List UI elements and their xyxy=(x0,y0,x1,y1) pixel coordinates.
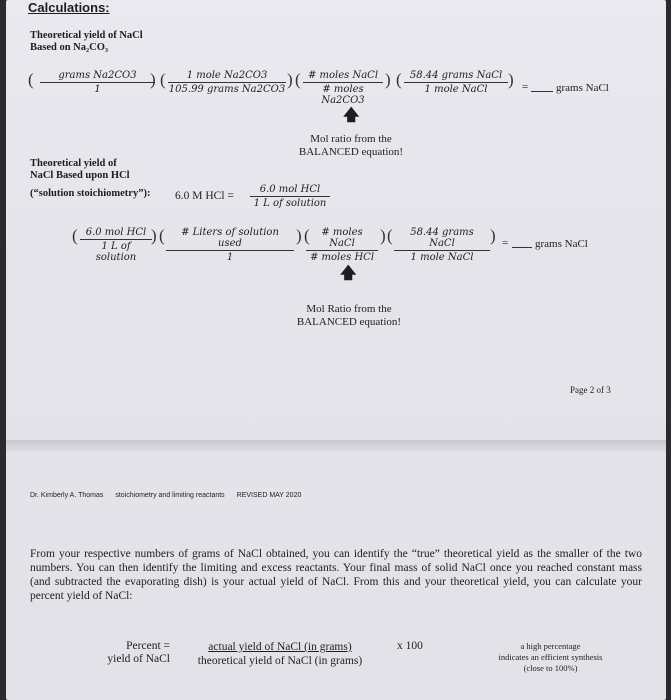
fraction-numerator: 58.44 grams NaCl xyxy=(404,70,508,83)
note-line1: a high percentage xyxy=(520,641,581,651)
fraction-numerator: actual yield of NaCl (in grams) xyxy=(208,641,352,653)
answer-blank xyxy=(512,237,532,248)
paren-open: ( xyxy=(159,226,165,245)
hcl-yield-label xyxy=(30,158,150,200)
na2co3-fraction-nacl-mass xyxy=(404,70,508,95)
fraction-numerator: 1 mole Na2CO3 xyxy=(168,70,286,83)
fraction-denominator: theoretical yield of NaCl (in grams) xyxy=(197,655,363,667)
calculations-heading: Calculations: xyxy=(28,0,110,15)
fraction-numerator: # moles NaCl xyxy=(306,227,378,251)
footer-author: Dr. Kimberly A. Thomas xyxy=(30,492,104,499)
na2co3-label-line1: Theoretical yield of NaCl xyxy=(30,30,143,41)
paren-open: ( xyxy=(72,226,78,245)
note-line2: BALANCED equation! xyxy=(296,316,402,328)
paren-close: ) xyxy=(287,70,293,89)
note-line1: Mol ratio from the xyxy=(310,133,392,145)
paren-open: ( xyxy=(396,70,402,89)
instructions-paragraph: From your respective numbers of grams of NaCl obtained, you can identify the “true” theoretical yield as the smaller of the two numbers. You can then identify the limiting and excess reactants. Your final mass of solid NaCl once you reached constant mass (and subtracted the evaporating dish) is your actual yield of NaCl. From this and your theoretical yield, you can calculate your percent yield of NaCl: xyxy=(30,548,642,602)
equals-sign: = xyxy=(522,81,529,93)
hcl-label-line1: Theoretical yield of xyxy=(30,158,117,169)
fraction-numerator: 6.0 mol HCl xyxy=(250,184,330,197)
molarity-text: 6.0 M HCl = xyxy=(175,190,234,202)
fraction-numerator: grams Na2CO3 xyxy=(40,70,155,83)
footer-revised: REVISED MAY 2020 xyxy=(236,492,302,499)
fraction-denominator: 1 mole NaCl xyxy=(410,252,474,263)
result-unit: grams NaCl xyxy=(535,238,588,250)
paren-close: ) xyxy=(490,226,496,245)
hcl-fraction-mol-ratio xyxy=(306,227,378,263)
paren-open: ( xyxy=(160,70,166,89)
percent-yield-fraction xyxy=(180,641,380,667)
note-line1: Mol Ratio from the xyxy=(306,303,392,315)
na2co3-yield-label xyxy=(30,30,143,54)
hcl-fraction-molarity xyxy=(80,227,152,263)
percent-yield-label xyxy=(84,640,170,666)
percent-label-line2: yield of NaCl xyxy=(107,653,170,665)
fraction-denominator: 1 xyxy=(226,252,234,263)
equals-sign: = xyxy=(502,237,509,249)
note-line3: (close to 100%) xyxy=(523,663,578,673)
up-arrow-icon: 🡅 xyxy=(340,265,357,282)
fraction-numerator: # moles NaCl xyxy=(303,70,383,83)
hcl-label-line3: (“solution stoichiometry”): xyxy=(30,188,151,199)
fraction-denominator: # moles HCl xyxy=(309,252,375,263)
note-line2: BALANCED equation! xyxy=(298,146,404,158)
paren-close: ) xyxy=(151,226,157,245)
fraction-denominator: 1 xyxy=(94,84,101,95)
times-100: x 100 xyxy=(397,640,423,652)
paren-open: ( xyxy=(28,70,34,89)
paren-open: ( xyxy=(295,70,301,89)
mol-ratio-note xyxy=(286,133,416,159)
fraction-denominator: 105.99 grams Na2CO3 xyxy=(168,84,286,95)
page-footer xyxy=(30,492,311,499)
paren-open: ( xyxy=(304,226,310,245)
mol-ratio-note xyxy=(284,303,414,329)
page-break xyxy=(6,440,666,452)
fraction-denominator: 1 L of solution xyxy=(253,198,327,209)
footer-topic: stoichiometry and limiting reactants xyxy=(115,492,225,499)
na2co3-fraction-mol-ratio xyxy=(303,70,383,106)
paren-close: ) xyxy=(385,70,391,89)
result-unit: grams NaCl xyxy=(556,82,609,94)
na2co3-label-line2: Based on Na₂CO₃ xyxy=(30,42,109,53)
fraction-numerator: 58.44 grams NaCl xyxy=(394,227,490,251)
paren-close: ) xyxy=(150,70,156,89)
na2co3-fraction-molar-mass xyxy=(168,70,286,95)
na2co3-fraction-grams xyxy=(40,70,155,95)
paren-close: ) xyxy=(296,226,302,245)
fraction-denominator: 1 mole NaCl xyxy=(424,84,488,95)
up-arrow-icon: 🡅 xyxy=(343,107,360,124)
paren-close: ) xyxy=(380,226,386,245)
fraction-denominator: # moles Na2CO3 xyxy=(321,84,365,106)
hcl-fraction-volume xyxy=(166,227,294,263)
fraction-denominator: 1 L of solution xyxy=(95,241,137,263)
paren-open: ( xyxy=(387,226,393,245)
percent-label-line1: Percent = xyxy=(126,640,170,652)
high-percentage-note xyxy=(478,641,623,674)
note-line2: indicates an efficient synthesis xyxy=(498,652,603,662)
fraction-numerator: # Liters of solution used xyxy=(166,227,294,251)
fraction-numerator: 6.0 mol HCl xyxy=(80,227,152,240)
paren-close: ) xyxy=(508,70,514,89)
answer-blank xyxy=(531,81,553,92)
hcl-fraction-nacl-mass xyxy=(394,227,490,263)
page-number: Page 2 of 3 xyxy=(570,385,611,395)
molarity-fraction xyxy=(250,184,330,209)
hcl-label-line2: NaCl Based upon HCl xyxy=(30,170,130,181)
